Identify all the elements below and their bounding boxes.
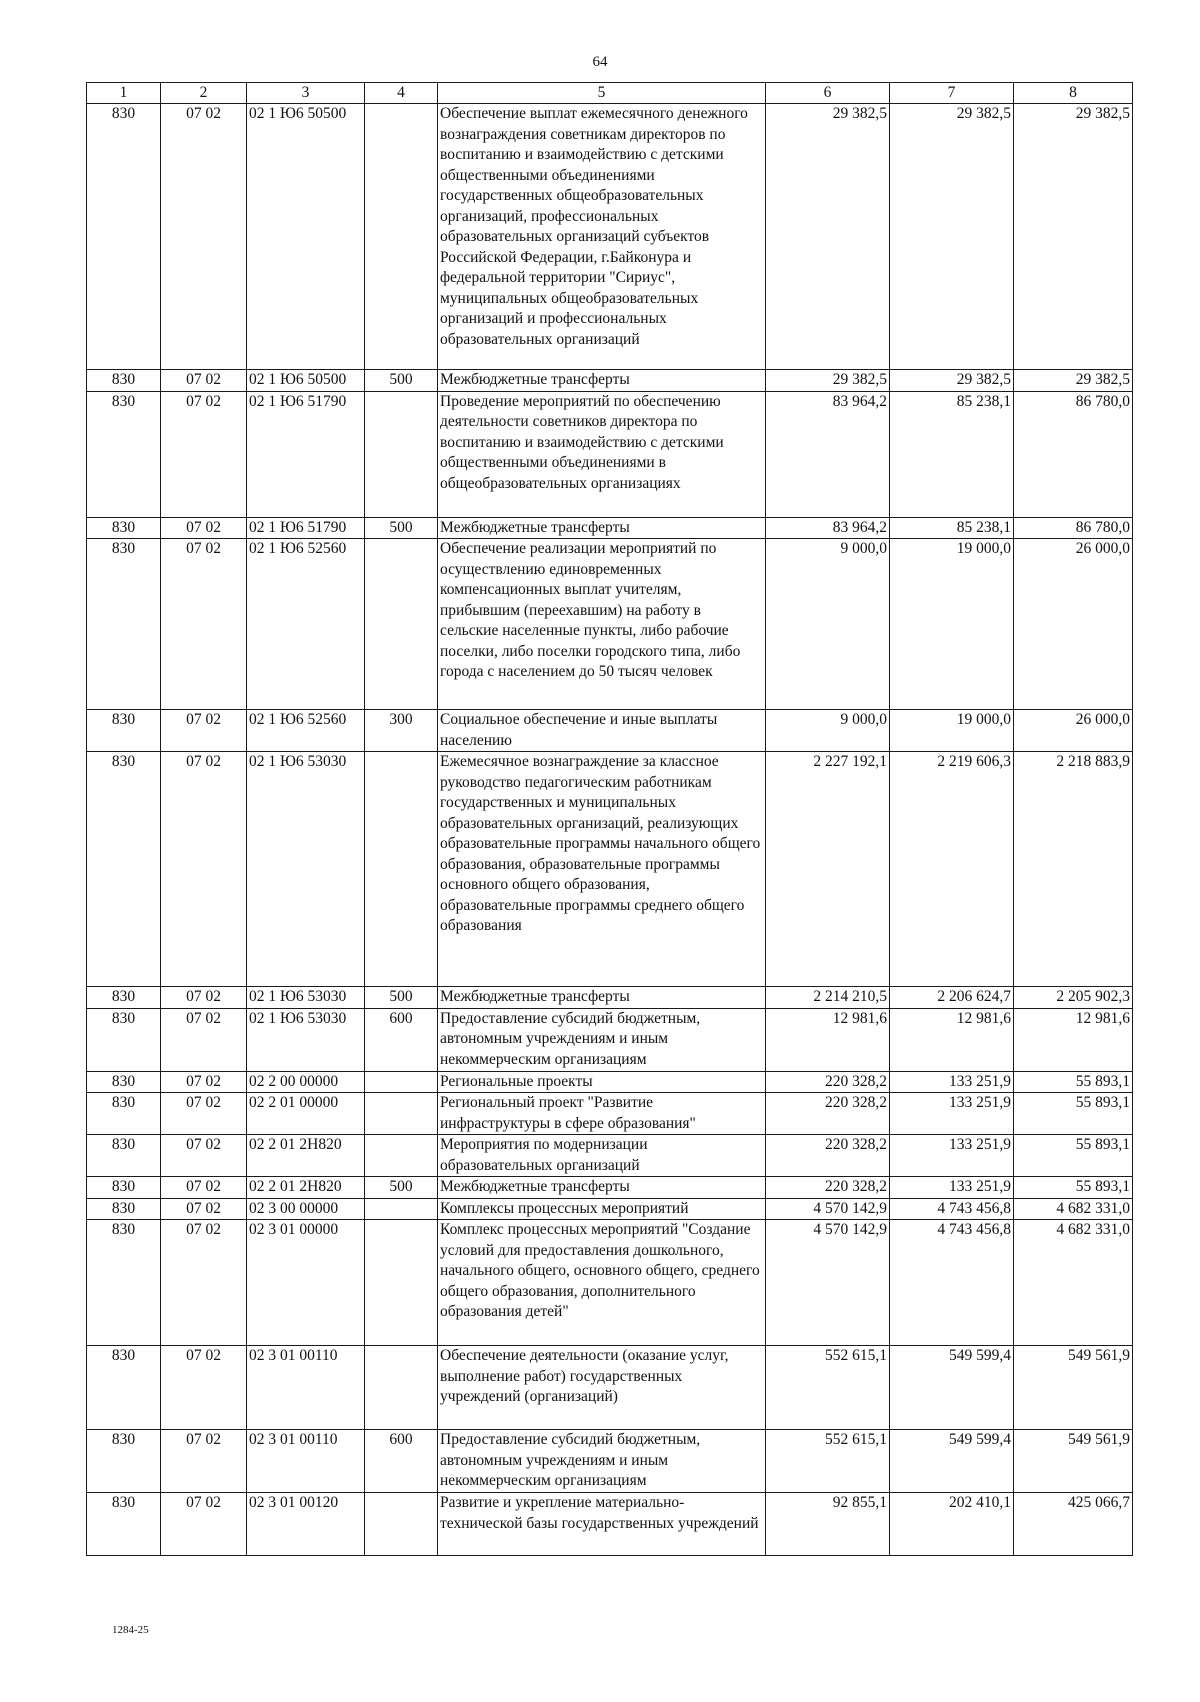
amount-cell: 2 219 606,3 — [890, 752, 1014, 987]
ministry-code-cell: 830 — [87, 1008, 161, 1071]
amount-cell: 19 000,0 — [890, 539, 1014, 710]
amount-cell: 9 000,0 — [766, 710, 890, 752]
table-row — [87, 1198, 1133, 1220]
amount-cell: 12 981,6 — [766, 1008, 890, 1071]
expense-type-cell: 600 — [365, 1430, 438, 1493]
amount-cell: 92 855,1 — [766, 1493, 890, 1556]
table-row — [87, 1430, 1133, 1493]
amount-cell: 133 251,9 — [890, 1071, 1014, 1093]
section-code-cell: 07 02 — [161, 710, 247, 752]
header-row — [87, 83, 1133, 104]
amount-cell: 220 328,2 — [766, 1093, 890, 1135]
amount-cell: 2 214 210,5 — [766, 987, 890, 1009]
column-header: 5 — [438, 83, 766, 104]
amount-cell: 220 328,2 — [766, 1177, 890, 1199]
table-row — [87, 1135, 1133, 1177]
section-code-cell: 07 02 — [161, 1493, 247, 1556]
expense-type-cell — [365, 752, 438, 987]
amount-cell: 552 615,1 — [766, 1430, 890, 1493]
ministry-code-cell: 830 — [87, 1198, 161, 1220]
amount-cell: 202 410,1 — [890, 1493, 1014, 1556]
document-code: 1284-25 — [112, 1624, 149, 1636]
amount-cell: 2 205 902,3 — [1014, 987, 1133, 1009]
ministry-code-cell: 830 — [87, 752, 161, 987]
amount-cell: 12 981,6 — [890, 1008, 1014, 1071]
section-code-cell: 07 02 — [161, 1008, 247, 1071]
target-article-cell: 02 3 01 00000 — [247, 1220, 365, 1346]
amount-cell: 549 561,9 — [1014, 1346, 1133, 1430]
amount-cell: 55 893,1 — [1014, 1135, 1133, 1177]
ministry-code-cell: 830 — [87, 1071, 161, 1093]
amount-cell: 29 382,5 — [1014, 370, 1133, 392]
target-article-cell: 02 3 01 00110 — [247, 1430, 365, 1493]
section-code-cell: 07 02 — [161, 1220, 247, 1346]
ministry-code-cell: 830 — [87, 370, 161, 392]
expense-type-cell: 300 — [365, 710, 438, 752]
section-code-cell: 07 02 — [161, 539, 247, 710]
amount-cell: 55 893,1 — [1014, 1093, 1133, 1135]
amount-cell: 55 893,1 — [1014, 1177, 1133, 1199]
amount-cell: 549 599,4 — [890, 1430, 1014, 1493]
amount-cell: 4 743 456,8 — [890, 1198, 1014, 1220]
column-header: 7 — [890, 83, 1014, 104]
description-cell: Межбюджетные трансферты — [438, 517, 766, 539]
amount-cell: 12 981,6 — [1014, 1008, 1133, 1071]
amount-cell: 2 206 624,7 — [890, 987, 1014, 1009]
ministry-code-cell: 830 — [87, 1220, 161, 1346]
section-code-cell: 07 02 — [161, 517, 247, 539]
amount-cell: 85 238,1 — [890, 391, 1014, 517]
amount-cell: 86 780,0 — [1014, 391, 1133, 517]
expense-type-cell: 500 — [365, 987, 438, 1009]
ministry-code-cell: 830 — [87, 1430, 161, 1493]
section-code-cell: 07 02 — [161, 1093, 247, 1135]
expense-type-cell: 600 — [365, 1008, 438, 1071]
amount-cell: 29 382,5 — [766, 104, 890, 370]
expense-type-cell — [365, 391, 438, 517]
amount-cell: 220 328,2 — [766, 1071, 890, 1093]
budget-table — [86, 82, 1133, 1556]
ministry-code-cell: 830 — [87, 391, 161, 517]
amount-cell: 549 599,4 — [890, 1346, 1014, 1430]
table-row — [87, 987, 1133, 1009]
target-article-cell: 02 3 00 00000 — [247, 1198, 365, 1220]
target-article-cell: 02 2 01 2Н820 — [247, 1135, 365, 1177]
description-cell: Предоставление субсидий бюджетным, автономным учреждениям и иным некоммерческим организациям — [438, 1430, 766, 1493]
description-cell: Предоставление субсидий бюджетным, автономным учреждениям и иным некоммерческим организациям — [438, 1008, 766, 1071]
table-row — [87, 104, 1133, 370]
amount-cell: 86 780,0 — [1014, 517, 1133, 539]
section-code-cell: 07 02 — [161, 752, 247, 987]
amount-cell: 133 251,9 — [890, 1093, 1014, 1135]
amount-cell: 29 382,5 — [890, 370, 1014, 392]
description-cell: Проведение мероприятий по обеспечению деятельности советников директора по воспитанию и взаимодействию с детскими общественными объединениями в общеобразовательных организациях — [438, 391, 766, 517]
target-article-cell: 02 1 Ю6 50500 — [247, 370, 365, 392]
amount-cell: 85 238,1 — [890, 517, 1014, 539]
section-code-cell: 07 02 — [161, 1346, 247, 1430]
target-article-cell: 02 1 Ю6 53030 — [247, 987, 365, 1009]
table-row — [87, 1220, 1133, 1346]
column-header: 3 — [247, 83, 365, 104]
ministry-code-cell: 830 — [87, 1177, 161, 1199]
ministry-code-cell: 830 — [87, 710, 161, 752]
amount-cell: 2 218 883,9 — [1014, 752, 1133, 987]
expense-type-cell — [365, 1198, 438, 1220]
ministry-code-cell: 830 — [87, 1093, 161, 1135]
amount-cell: 133 251,9 — [890, 1177, 1014, 1199]
table-row — [87, 1493, 1133, 1556]
ministry-code-cell: 830 — [87, 104, 161, 370]
target-article-cell: 02 1 Ю6 52560 — [247, 539, 365, 710]
ministry-code-cell: 830 — [87, 1493, 161, 1556]
description-cell: Межбюджетные трансферты — [438, 987, 766, 1009]
target-article-cell: 02 2 01 2Н820 — [247, 1177, 365, 1199]
description-cell: Региональные проекты — [438, 1071, 766, 1093]
amount-cell: 9 000,0 — [766, 539, 890, 710]
amount-cell: 26 000,0 — [1014, 539, 1133, 710]
description-cell: Комплекс процессных мероприятий "Создание условий для предоставления дошкольного, начального общего, основного общего, среднего общего образования, дополнительного образования детей" — [438, 1220, 766, 1346]
expense-type-cell — [365, 1493, 438, 1556]
column-header: 4 — [365, 83, 438, 104]
amount-cell: 133 251,9 — [890, 1135, 1014, 1177]
amount-cell: 4 570 142,9 — [766, 1220, 890, 1346]
expense-type-cell — [365, 104, 438, 370]
expense-type-cell: 500 — [365, 1177, 438, 1199]
ministry-code-cell: 830 — [87, 1346, 161, 1430]
table-row — [87, 1093, 1133, 1135]
amount-cell: 19 000,0 — [890, 710, 1014, 752]
description-cell: Обеспечение реализации мероприятий по осуществлению единовременных компенсационных выплат учителям, прибывшим (переехавшим) на работу в сельские населенные пункты, либо рабочие поселки, либо поселки городского типа, либо города с населением до 50 тысяч человек — [438, 539, 766, 710]
description-cell: Межбюджетные трансферты — [438, 1177, 766, 1199]
expense-type-cell — [365, 1071, 438, 1093]
table-row — [87, 710, 1133, 752]
target-article-cell: 02 1 Ю6 51790 — [247, 517, 365, 539]
table-row — [87, 752, 1133, 987]
description-cell: Мероприятия по модернизации образовательных организаций — [438, 1135, 766, 1177]
table-row — [87, 391, 1133, 517]
description-cell: Развитие и укрепление материально-технической базы государственных учреждений — [438, 1493, 766, 1556]
target-article-cell: 02 3 01 00110 — [247, 1346, 365, 1430]
target-article-cell: 02 1 Ю6 53030 — [247, 1008, 365, 1071]
amount-cell: 4 682 331,0 — [1014, 1198, 1133, 1220]
expense-type-cell — [365, 1220, 438, 1346]
table-row — [87, 1071, 1133, 1093]
ministry-code-cell: 830 — [87, 1135, 161, 1177]
amount-cell: 549 561,9 — [1014, 1430, 1133, 1493]
section-code-cell: 07 02 — [161, 1430, 247, 1493]
target-article-cell: 02 1 Ю6 51790 — [247, 391, 365, 517]
amount-cell: 2 227 192,1 — [766, 752, 890, 987]
ministry-code-cell: 830 — [87, 517, 161, 539]
amount-cell: 29 382,5 — [890, 104, 1014, 370]
amount-cell: 83 964,2 — [766, 517, 890, 539]
section-code-cell: 07 02 — [161, 987, 247, 1009]
amount-cell: 55 893,1 — [1014, 1071, 1133, 1093]
description-cell: Комплексы процессных мероприятий — [438, 1198, 766, 1220]
amount-cell: 552 615,1 — [766, 1346, 890, 1430]
ministry-code-cell: 830 — [87, 987, 161, 1009]
amount-cell: 26 000,0 — [1014, 710, 1133, 752]
target-article-cell: 02 1 Ю6 53030 — [247, 752, 365, 987]
table-row — [87, 539, 1133, 710]
description-cell: Обеспечение выплат ежемесячного денежного вознаграждения советникам директоров по воспитанию и взаимодействию с детскими общественными объединениями государственных общеобразовательных организаций, профессиональных образовательных организаций субъектов Российской Федерации, г.Байконура и федеральной территории "Сириус", муниципальных общеобразовательных организаций и профессиональных образовательных организаций — [438, 104, 766, 370]
section-code-cell: 07 02 — [161, 391, 247, 517]
table-row — [87, 517, 1133, 539]
table-row — [87, 1346, 1133, 1430]
target-article-cell: 02 3 01 00120 — [247, 1493, 365, 1556]
amount-cell: 4 682 331,0 — [1014, 1220, 1133, 1346]
expense-type-cell: 500 — [365, 370, 438, 392]
description-cell: Обеспечение деятельности (оказание услуг, выполнение работ) государственных учреждений (организаций) — [438, 1346, 766, 1430]
column-header: 2 — [161, 83, 247, 104]
target-article-cell: 02 2 01 00000 — [247, 1093, 365, 1135]
target-article-cell: 02 1 Ю6 50500 — [247, 104, 365, 370]
table-row — [87, 1008, 1133, 1071]
amount-cell: 29 382,5 — [1014, 104, 1133, 370]
amount-cell: 29 382,5 — [766, 370, 890, 392]
section-code-cell: 07 02 — [161, 1198, 247, 1220]
target-article-cell: 02 1 Ю6 52560 — [247, 710, 365, 752]
expense-type-cell: 500 — [365, 517, 438, 539]
amount-cell: 220 328,2 — [766, 1135, 890, 1177]
column-header: 8 — [1014, 83, 1133, 104]
section-code-cell: 07 02 — [161, 370, 247, 392]
expense-type-cell — [365, 1093, 438, 1135]
expense-type-cell — [365, 1135, 438, 1177]
page-number: 64 — [592, 54, 608, 70]
section-code-cell: 07 02 — [161, 1071, 247, 1093]
amount-cell: 4 743 456,8 — [890, 1220, 1014, 1346]
amount-cell: 4 570 142,9 — [766, 1198, 890, 1220]
amount-cell: 83 964,2 — [766, 391, 890, 517]
table-row — [87, 370, 1133, 392]
target-article-cell: 02 2 00 00000 — [247, 1071, 365, 1093]
section-code-cell: 07 02 — [161, 104, 247, 370]
table-row — [87, 1177, 1133, 1199]
amount-cell: 425 066,7 — [1014, 1493, 1133, 1556]
expense-type-cell — [365, 1346, 438, 1430]
description-cell: Региональный проект "Развитие инфраструктуры в сфере образования" — [438, 1093, 766, 1135]
description-cell: Межбюджетные трансферты — [438, 370, 766, 392]
column-header: 6 — [766, 83, 890, 104]
ministry-code-cell: 830 — [87, 539, 161, 710]
description-cell: Ежемесячное вознаграждение за классное руководство педагогическим работникам государственных и муниципальных образовательных организаций, реализующих образовательные программы начального общего образования, образовательные программы основного общего образования, образовательные программы среднего общего образования — [438, 752, 766, 987]
description-cell: Социальное обеспечение и иные выплаты населению — [438, 710, 766, 752]
expense-type-cell — [365, 539, 438, 710]
section-code-cell: 07 02 — [161, 1135, 247, 1177]
section-code-cell: 07 02 — [161, 1177, 247, 1199]
column-header: 1 — [87, 83, 161, 104]
